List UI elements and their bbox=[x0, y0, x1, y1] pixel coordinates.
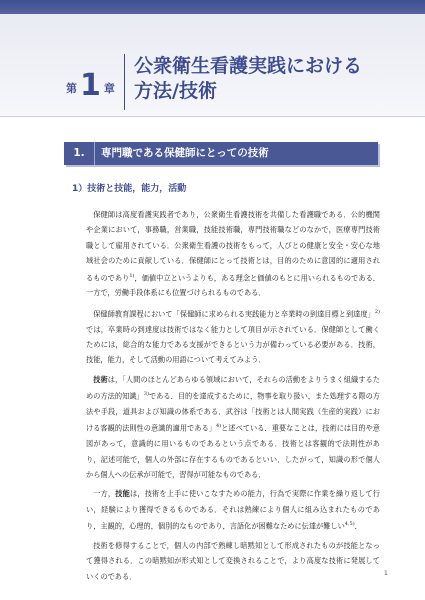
chapter-header bbox=[0, 14, 425, 117]
term-ginou: 技能 bbox=[115, 489, 130, 499]
chapter-title-line-1: 公衆衛生看護実践における bbox=[134, 55, 363, 77]
citation-superscript: 4,5) bbox=[344, 521, 355, 528]
section-heading bbox=[64, 142, 378, 165]
citation-superscript: 4) bbox=[215, 423, 222, 430]
paragraph-4-text-cont: は，技術を上手に使いこなすための能力，行為で実際に作業を繰り返して行い，経験により獲得できるものである．それは熟練により個人に組み込まれたものであり，主観的，心理的，個別的なものであり，言語化が困難なために伝達が難しい bbox=[86, 489, 380, 531]
paragraph-3-text-cont-2: と述べている．重要なことは，技術には目的や意図があって，意識的に用いるものであるという点である．技術とは客観的で法則性があり，記述可能で，個人の外部に存在するものであるといい．したがって，知識の形で個人から個人への伝承が可能で，習得が可能なものである． bbox=[86, 423, 380, 480]
chapter-label-suffix: 章 bbox=[103, 82, 115, 95]
paragraph-2-text-cont: では，卒業時の到達度は技術ではなく能力として項目が示されている．保健師として働くためには，総合的な能力である支援ができるという力が備わっている必要がある．技術，技能，能力，そして活動の用語について考えてみよう． bbox=[86, 324, 380, 365]
paragraph-3 bbox=[86, 372, 380, 483]
section-title: 専門職である保健師にとっての技術 bbox=[101, 147, 269, 159]
chapter-divider bbox=[124, 54, 125, 110]
citation-superscript: 2) bbox=[374, 308, 380, 315]
paragraph-2-text: 保健師教育課程において「保健師に求められる実践能力と卒業時の到達目標と到達度」 bbox=[93, 309, 375, 319]
term-gijutsu: 技術 bbox=[93, 374, 108, 384]
citation-superscript: 3) bbox=[143, 391, 149, 398]
chapter-title-line-2: 方法/技術 bbox=[134, 80, 217, 102]
chapter-label-prefix: 第 bbox=[66, 82, 77, 95]
top-color-band bbox=[0, 0, 425, 14]
chapter-number: 1 bbox=[80, 68, 101, 103]
citation-superscript: 1) bbox=[129, 272, 135, 279]
paragraph-4-text: 一方， bbox=[93, 489, 116, 499]
subsection-heading: 1）技術と技能，能力，活動 bbox=[72, 184, 187, 194]
paragraph-2 bbox=[86, 305, 380, 368]
paragraph-1-text-cont: ，価値中立というよりも，ある理念と価値のもとに用いられるものである．一方で，労働手段体系にも位置づけられるものである． bbox=[86, 273, 380, 298]
paragraph-1 bbox=[86, 207, 380, 301]
paragraph-4-text-cont-2: ． bbox=[354, 521, 362, 531]
body-text bbox=[86, 207, 380, 588]
chapter-number-badge bbox=[66, 59, 115, 105]
chapter-title bbox=[134, 54, 404, 104]
section-number: 1. bbox=[64, 142, 95, 165]
paragraph-3-text-cont: である．目的を達成するために，物事を取り扱い，また処理する際の方法や手段，道具および知識の体系である．武谷は「技術とは人間実践（生産的実践）における客観的法則性の意識的適用である」 bbox=[86, 391, 380, 433]
paragraph-4 bbox=[86, 486, 380, 534]
paragraph-1-text: 保健師は高度看護実践者であり，公衆衛生看護技術を共備した看護職である．公的機関や企業において，事務職，営業職，技能技術職，専門技術職などのなかで，医療専門技術職として雇用されている．公衆衛生看護の技術をもって，人びとの健康と安全・安心な地域社会のために貢献している．保健師にとって技術とは，目的のために意図的に適用されるものであり bbox=[86, 210, 380, 283]
page-number: 1 bbox=[384, 570, 388, 577]
paragraph-5 bbox=[86, 538, 380, 584]
paragraph-5-text: 技術を修得することで，個人の内部で熟練し暗黙知として形成されたものが技能となって獲得される．この暗黙知が形式知として変換されることで，より高度な技術に発展していくのである． bbox=[86, 541, 380, 581]
paragraph-3-text: は，「人間のほとんどあらゆる領域において，それらの活動をよりうまく組織するための方法的知識」 bbox=[86, 374, 380, 401]
